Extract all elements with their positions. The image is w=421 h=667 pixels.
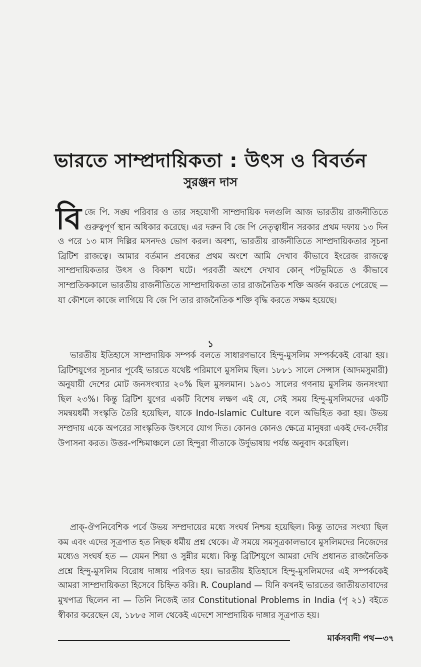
body-paragraph: প্রাক্‌-ঔপনিবেশিক পর্বে উভয় সম্প্রদায়ের মধ্যে সংঘর্ষ নিশ্চয় হয়েছিল। কিন্তু তাদের সংখ্যা ছিল কম এবং এদের সূত্রপাত হত নিছক ধর্মীয় প্রশ্ন থেকে। ঐ সময়ে সমসূত্রকালভাবে মুসলিমদের নিজেদের মধ্যেও সংঘর্ষ হত — যেমন শিয়া ও সুন্নীর মধ্যে। কিন্তু ব্রিটিশযুগে আমরা দেখি প্রধানত রাজনৈতিক প্রশ্নে হিন্দু-মুসলিম বিরোধ দাঙ্গায় পরিণত হয়। ভারতীয় ইতিহাসে হিন্দু-মুসলিমদের এই সম্পর্ককেই আমরা সাম্প্রদায়িকতা হিসেবে চিহ্নিত করি। R. Coupland — যিনি কখনই ভারতের জাতীয়তাবাদের মুখপাত্র ছিলেন না — তিনি নিজেই তার Constitutional Problems in India (পৃ ২১) বইতে স্বীকার করেছেন যে, ১৮৮৫ সাল থেকেই এদেশে সাম্প্রদায়িক দাঙ্গার সূত্রপাত হয়। — [58, 522, 388, 620]
article-title: ভারতে সাম্প্রদায়িকতা : উৎস ও বিবর্তন — [54, 150, 367, 172]
body-paragraph: ভারতীয় ইতিহাসে সাম্প্রদায়িক সম্পর্ক বলতে সাধারণভাবে হিন্দু-মুসলিম সম্পর্ককেই বোঝা হয়। ব্রিটিশযুগের সূচনার পূর্বেই ভারতে যথেষ্ট পরিমাণে মুসলিম ছিল। ১৮৮১ সালে সেন্সাস (আদমসুমারী) অনুযায়ী দেশের মোট জনসংখ্যার ২০% ছিল মুসলমান। ১৯৩১ সালের গণনায় মুসলিম জনসংখ্যা ছিল ২৩%। কিন্তু ব্রিটিশ যুগের একটি বিশেষ লক্ষণ এই যে, সেই সময় হিন্দু-মুসলিমদের একটি সমন্বয়ধর্মী সংস্কৃতি তৈরি হয়েছিল, যাকে Indo-Islamic Culture বলে অভিহিত করা হয়। উভয় সম্প্রদায় একে অপরের সাংস্কৃতিক উৎসবে যোগ দিত। কোনও কোনও ক্ষেত্রে মানুষরা একই দেব-দেবীর উপাসনা করত। উত্তর-পশ্চিমাঞ্চলে তো হিন্দুরা গীতাকে উর্দুভাষায় পর্যন্ত অনুবাদ করেছিল। — [58, 350, 388, 448]
drop-cap: বি — [56, 202, 82, 237]
intro-text: জে পি. সঙ্ঘ পরিবার ও তার সহযোগী সাম্প্রদায়িক দলগুলি আজ ভারতীয় রাজনীতিতে গুরুত্বপূর্ণ স্থান অধিকার করেছে। এর দরুন বি জে পি নেতৃত্বাধীন সরকার প্রথম দফায় ১৩ দিন ও পরে ১৩ মাস দিল্লির মসনদও ভোগ করল। অবশ্য, ভারতীয় রাজনীতিতে সাম্প্রদায়িকতার সূচনা ব্রিটিশ রাজত্বে। আমার বর্তমান প্রবন্ধের প্রথম অংশে আমি দেখাব কীভাবে ইংরেজ রাজত্বে সাম্প্রদায়িকতার উৎস ও বিকাশ ঘটে। পরবর্তী অংশে দেখাব কোন্‌ পটভূমিতে ও কীভাবে সাম্প্রতিককালে ভারতীয় রাজনীতিতে সাম্প্রদায়িকতা তার রাজনৈতিক শক্তি অর্জন করতে পেরেছে — যা কৌশলে কাজে লাগিয়ে বি জে পি তার রাজনৈতিক শক্তি বৃদ্ধি করতে সক্ষম হয়েছে। — [58, 207, 388, 305]
article-author: সুরঞ্জন দাস — [183, 175, 238, 189]
intro-paragraph — [56, 202, 388, 307]
section-number: ১ — [207, 340, 214, 350]
page-footer: মার্কসবাদী পথ—৩৭ — [290, 632, 394, 646]
